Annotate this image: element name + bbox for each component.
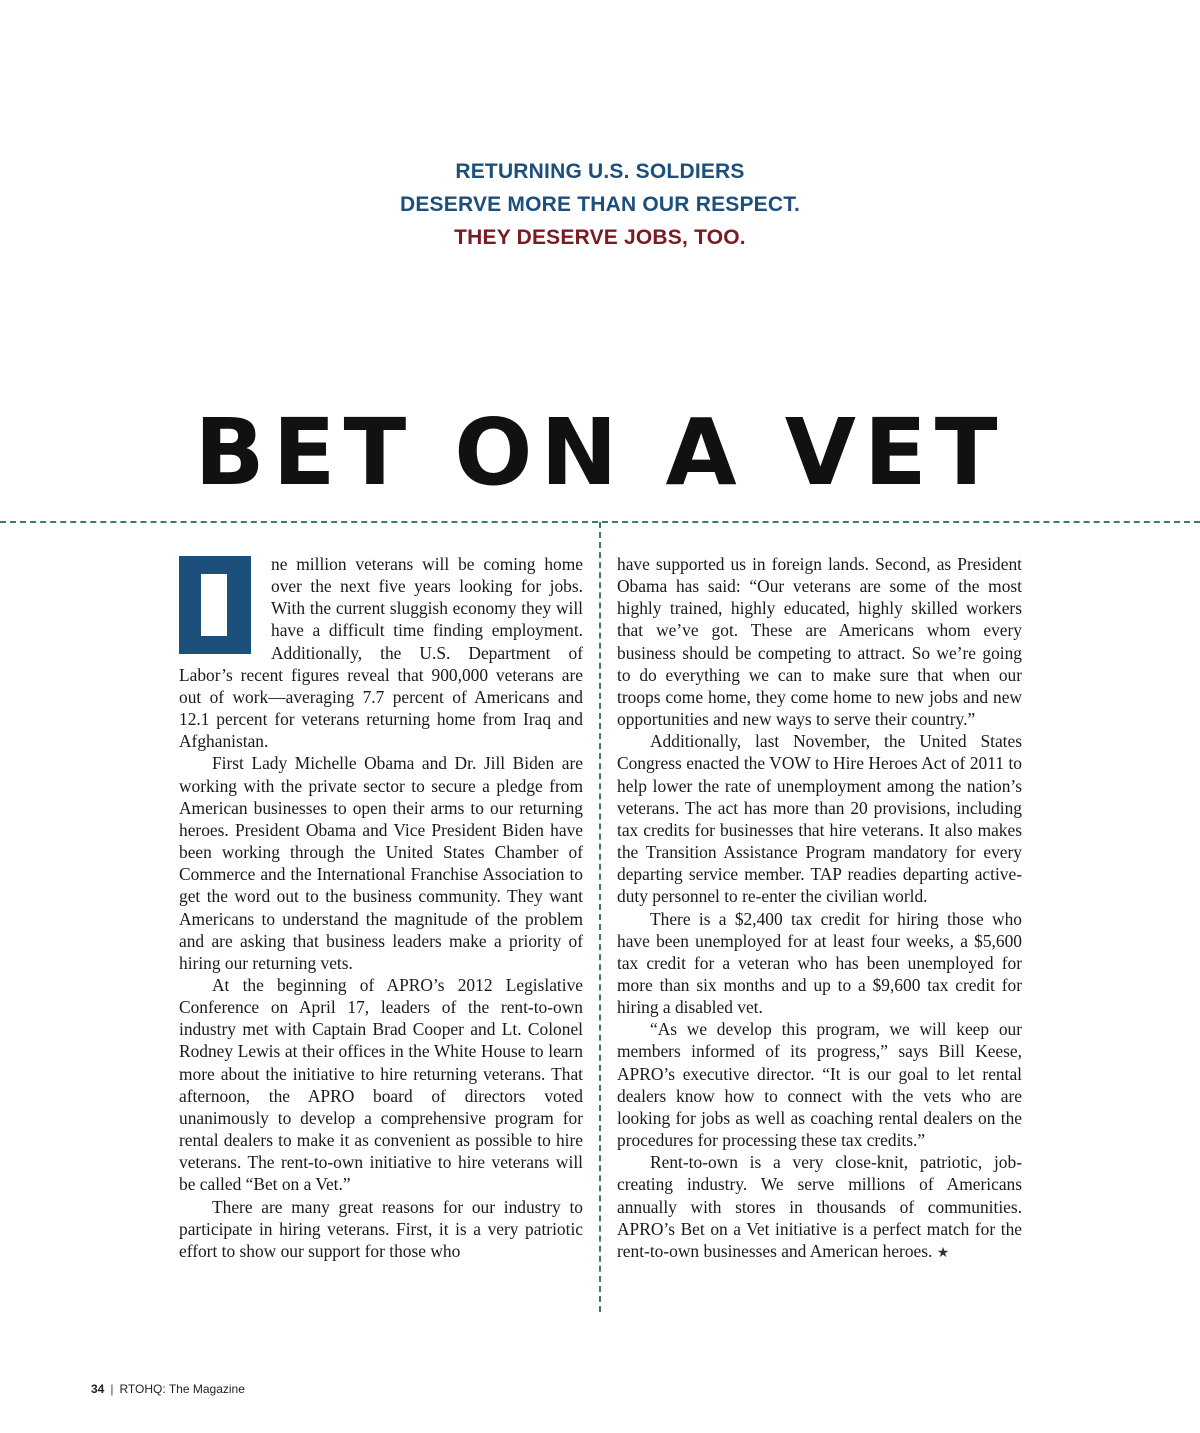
paragraph-6-text: Additionally, last November, the United States Congress enacted the VOW to Hire Heroes Act of 2011 to help lower the rate of unemployment among the nation’s veterans. The act has more than 20 provisions, including tax credits for businesses that hire veterans. It also makes the Transition Assistance Program mandatory for every departing service member. TAP readies departing active-duty personnel to re-enter the civilian world. [617,731,1022,907]
paragraph-1-text: ne million veterans will be coming home over the next five years looking for jobs. With the current sluggish economy they will have a difficult time finding employment. Additionally, the U.S. Department of Labor’s recent figures reveal that 900,000 veterans are out of work—averaging 7.7 percent of Americans and 12.1 percent for veterans returning home from Iraq and Afghanistan. [179,554,583,752]
paragraph-7: There is a $2,400 tax credit for hiring those who have been unemployed for at least four weeks, a $5,600 tax credit for a veteran who has been unemployed for more than six months and up to a $9,600 tax credit for hiring a disabled vet. [617,908,1022,1018]
article-title: BET ON A VET [194,399,1006,506]
left-column [179,553,583,1262]
drop-cap-counter [201,574,227,636]
footer-separator: | [110,1382,114,1396]
paragraph-9 [617,1151,1022,1264]
right-column [617,553,1022,1264]
paragraph-4: There are many great reasons for our industry to participate in hiring veterans. First, it is a very patriotic effort to show our support for those who [179,1196,583,1261]
paragraph-5: have supported us in foreign lands. Second, as President Obama has said: “Our veterans are some of the most highly trained, highly educated, highly skilled workers that we’ve got. These are Americans whom every business should be competing to attract. So we’re going to do everything we can to make sure that when our troops come home, they come home to new jobs and new opportunities and new ways to serve their country.” [617,554,1022,730]
deck-line-3: THEY DESERVE JOBS, TOO. [454,226,746,249]
paragraph-1 [179,553,583,752]
drop-cap [179,556,251,654]
paragraph-2: First Lady Michelle Obama and Dr. Jill Biden are working with the private sector to secure a pledge from American businesses to open their arms to our returning heroes. President Obama and Vice President Biden have been working through the United States Chamber of Commerce and the International Franchise Association to get the word out to the business community. They want Americans to understand the magnitude of the problem and are asking that business leaders make a priority of hiring our returning vets. [179,753,583,973]
page-number: 34 [91,1382,105,1396]
paragraph-8: “As we develop this program, we will keep our members informed of its progress,” says Bill Keese, APRO’s executive director. “It is our goal to let rental dealers know how to connect with the vets who are looking for jobs as well as coaching rental dealers on the procedures for processing these tax credits.” [617,1019,1022,1151]
paragraph-6 [617,730,1022,907]
paragraph-3: At the beginning of APRO’s 2012 Legislative Conference on April 17, leaders of the rent-to-own industry met with Captain Brad Cooper and Lt. Colonel Rodney Lewis at their offices in the White House to learn more about the initiative to hire returning veterans. That afternoon, the APRO board of directors voted unanimously to develop a comprehensive program for rental dealers to make it as convenient as possible to hire veterans. The rent-to-own initiative to hire veterans will be called “Bet on a Vet.” [179,974,583,1195]
column-divider [599,522,601,1312]
publication-name: RTOHQ: The Magazine [119,1382,245,1396]
article-deck [0,155,1200,254]
deck-line-1: RETURNING U.S. SOLDIERS [455,160,745,183]
deck-line-2: DESERVE MORE THAN OUR RESPECT. [399,193,800,216]
page-footer [91,1382,245,1396]
paragraph-9-text: Rent-to-own is a very close-knit, patriotic, job-creating industry. We serve millions of Americans annually with stores in thousands of communities. APRO’s Bet on a Vet initiative is a perfect match for the rent-to-own businesses and American heroes. [617,1152,1022,1261]
end-mark-icon: ★ [936,1244,950,1261]
